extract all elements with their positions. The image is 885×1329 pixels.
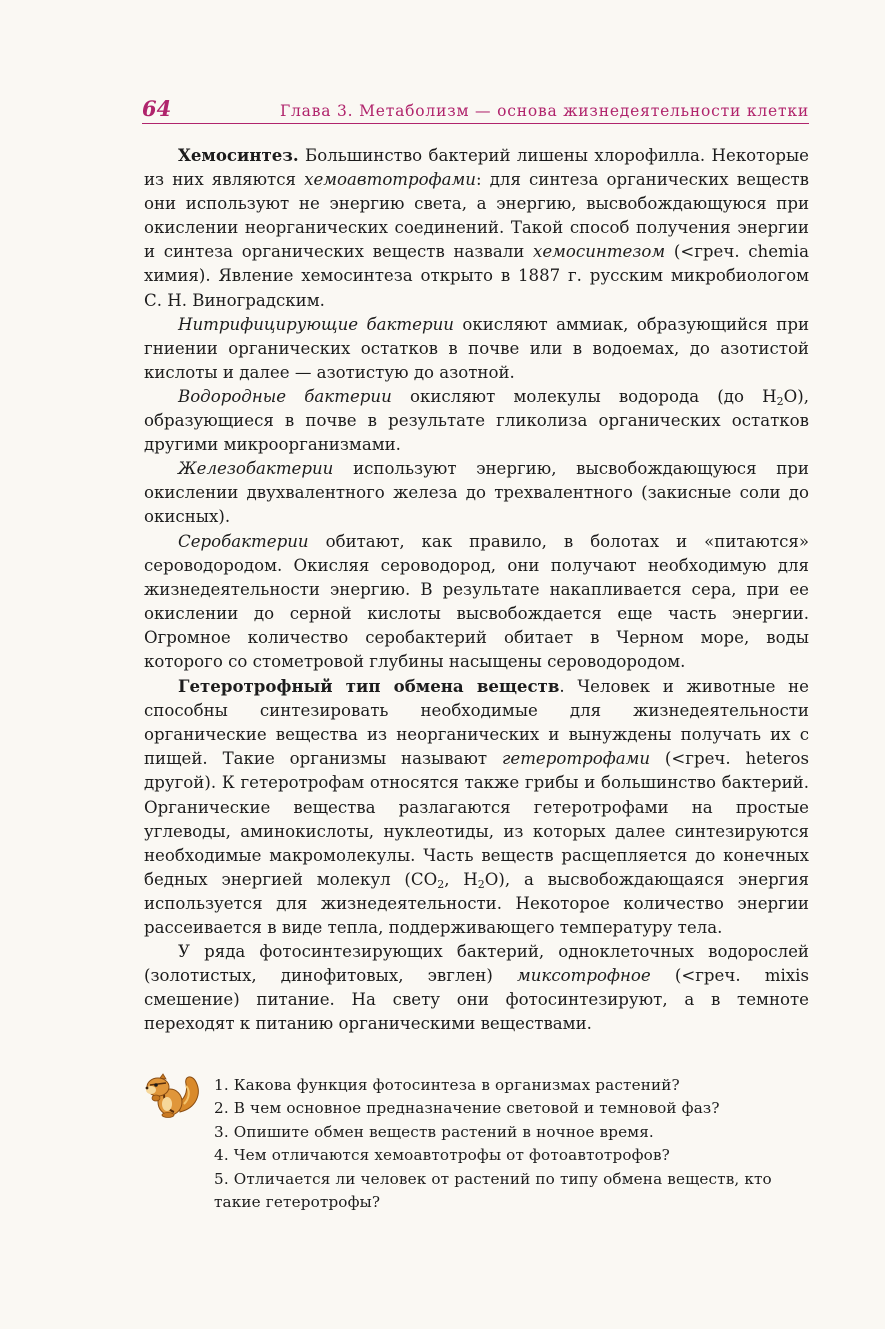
text: O), образующиеся в почве в результате гликолиза органических остатков другими микроорганизмами. (144, 386, 810, 455)
italic-term: Железобактерии (178, 459, 334, 479)
question-item: 2. В чем основное предназначение световой и темновой фаз? (214, 1099, 720, 1118)
main-text (144, 143, 809, 1036)
text: : для синтеза органических веществ они используют не энергию света, а энергию, высвобождающуюся при окислении неорганических соединений. Такой способ получения энергии и синтеза органических веществ назвали (144, 170, 809, 262)
question-item: 3. Опишите обмен веществ растений в ночное время. (214, 1122, 654, 1141)
text: (<греч. chemia химия). Явление хемосинтеза открыто в 1887 г. русским микробиологом С. Н. Виноградским. (144, 242, 810, 310)
paragraph-mixotrophic (144, 940, 809, 1036)
italic-term: Серобактерии (178, 531, 309, 551)
italic-term: Водородные бактерии (178, 386, 392, 406)
question-list (214, 1074, 809, 1214)
text: (<греч. mixis смешение) питание. На свету они фотосинтезируют, а в темноте переходят к питанию органическими веществами. (144, 966, 809, 1034)
text: окисляют аммиак, образующийся при гниении органических остатков в почве или в водоемах, до азотистой кислоты и далее — азотистую до азотной. (144, 314, 810, 382)
question-item: 1. Какова функция фотосинтеза в организмах растений? (214, 1076, 680, 1094)
term-heterotrophic: Гетеротрофный тип обмена веществ (178, 676, 560, 697)
text: У ряда фотосинтезирующих бактерий, одноклеточных водорослей (золотистых, динофитовых, эвглен) (144, 942, 809, 986)
paragraph-chemosynthesis (144, 143, 809, 313)
text: обитают, как правило, в болотах и «питаются» сероводородом. Окисляя сероводород, они получают необходимую для жизнедеятельности энергию. В результате накапливается сера, при ее окислении до серной кислоты высвобождается еще часть энергии. Огромное количество серобактерий обитает в Черном море, воды которого со стометровой глубины насыщены сероводородом. (144, 531, 809, 671)
italic-term: Нитрифицирующие бактерии (178, 314, 454, 334)
paragraph-nitrifying-bacteria (144, 313, 809, 385)
term-chemosynthesis: Хемосинтез. (178, 145, 299, 165)
question-item: 4. Чем отличаются хемоавтотрофы от фотоавтотрофов? (214, 1146, 670, 1165)
text: окисляют молекулы водорода (до H (391, 386, 777, 406)
page-number: 64 (142, 96, 172, 121)
chapter-title: Глава 3. Метаболизм — основа жизнедеятельности клетки (279, 102, 809, 120)
paragraph-heterotrophic (144, 674, 809, 940)
text: . Человек и животные не способны синтезировать необходимые для жизнедеятельности органические вещества из неорганических и вынуждены получать их с пищей. Такие организмы называют (144, 677, 809, 769)
italic-term: хемоавтотрофами (304, 170, 476, 190)
text: Большинство бактерий лишены хлорофилла. Некоторые из них являются (144, 146, 809, 190)
subscript: 2 (477, 877, 485, 891)
italic-term: миксотрофное (516, 966, 651, 986)
paragraph-hydrogen-bacteria (144, 385, 809, 457)
page-header (142, 96, 809, 126)
italic-term: гетеротрофами (501, 749, 651, 769)
subscript: 2 (776, 394, 784, 408)
chipmunk-icon (140, 1072, 202, 1118)
text: используют энергию, высвобождающуюся при окислении двухвалентного железа до трехвалентного (закисные соли до окисных). (144, 459, 809, 527)
subscript: 2 (437, 877, 445, 891)
header-divider (142, 123, 809, 124)
text: , H (444, 869, 478, 889)
italic-term: хемосинтезом (532, 242, 666, 262)
text: O), а высвобождающаяся энергия используется для жизнедеятельности. Некоторое количество энергии рассеивается в виде тепла, поддерживающего температуру тела. (144, 869, 809, 937)
text: (<греч. heteros другой). К гетеротрофам относятся также грибы и большинство бактерий. Органические вещества разлагаются гетеротрофами на простые углеводы, аминокислоты, нуклеотиды, из которых далее синтезируются необходимые макромолекулы. Часть веществ расщепляется до конечных бедных энергией молекул (CO (144, 749, 809, 889)
paragraph-iron-bacteria (144, 457, 809, 529)
paragraph-sulfur-bacteria (144, 530, 809, 675)
question-item: 5. Отличается ли человек от растений по типу обмена веществ, кто такие гетеротрофы? (214, 1169, 772, 1212)
